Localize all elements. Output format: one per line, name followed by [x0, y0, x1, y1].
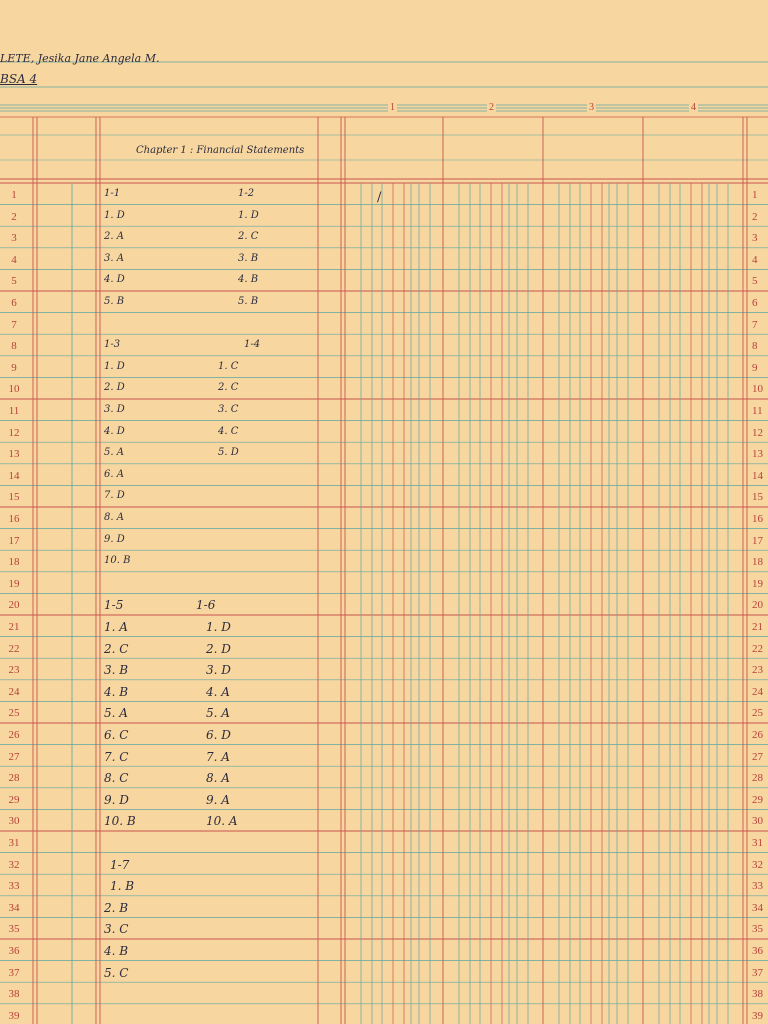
row-number-right: 27	[752, 750, 763, 763]
student-name: LETE, Jesika Jane Angela M.	[0, 52, 160, 65]
row-number-left: 31	[8, 837, 20, 849]
row-number-left: 6	[11, 297, 17, 309]
answer-left: 1. A	[104, 620, 128, 634]
answer-left: 1-1	[104, 188, 121, 199]
answer-right: 1-2	[238, 188, 255, 199]
answer-left: 5. B	[104, 296, 125, 307]
row-number-right: 39	[752, 1009, 763, 1022]
row-number-right: 18	[752, 556, 763, 569]
row-number-right: 22	[752, 642, 763, 655]
row-number-left: 27	[8, 750, 20, 763]
answer-left: 1-7	[110, 857, 130, 872]
answer-right: 3. D	[206, 663, 231, 678]
row-number-right: 23	[752, 664, 763, 677]
column-number: 4	[691, 102, 696, 113]
row-number-right: 33	[752, 880, 763, 893]
answer-left: 4. D	[104, 274, 125, 286]
row-number-left: 29	[8, 793, 20, 806]
row-number-left: 12	[8, 426, 20, 439]
row-number-right: 12	[752, 426, 763, 439]
row-number-right: 17	[752, 534, 763, 547]
answer-right: 8. A	[206, 771, 230, 786]
column-number: 1	[390, 102, 395, 113]
answer-right: 1. C	[218, 360, 239, 372]
answer-left: 10. B	[104, 814, 136, 829]
tick-mark: /	[377, 190, 382, 205]
row-number-right: 25	[752, 707, 763, 720]
answer-left: 3. B	[104, 663, 129, 678]
answer-left: 7. C	[104, 749, 129, 764]
answer-left: 10. B	[104, 555, 131, 567]
answer-right: 2. D	[206, 641, 231, 656]
row-number-left: 35	[8, 923, 20, 936]
row-number-left: 28	[8, 772, 20, 785]
answer-left: 2. A	[104, 231, 124, 243]
row-number-right: 37	[752, 966, 763, 979]
row-number-left: 24	[8, 685, 20, 698]
section-label: BSA 4	[0, 72, 38, 86]
row-number-left: 20	[8, 599, 20, 612]
answer-left: 5. A	[104, 706, 128, 721]
row-number-left: 11	[8, 405, 20, 417]
answer-left: 5. C	[104, 965, 129, 980]
row-number-right: 21	[752, 621, 763, 633]
answer-left: 4. B	[104, 684, 129, 699]
answer-left: 2. B	[104, 900, 129, 915]
answer-left: 1. B	[110, 879, 135, 894]
answer-right: 3. C	[218, 404, 239, 415]
answer-right: 3. B	[238, 252, 259, 264]
answer-left: 8. C	[104, 771, 129, 786]
row-number-left: 21	[8, 621, 20, 633]
answer-right: 5. B	[238, 296, 259, 307]
row-number-right: 38	[752, 988, 763, 1001]
row-number-right: 5	[752, 275, 758, 288]
row-number-right: 16	[752, 513, 763, 525]
column-number: 2	[489, 102, 494, 113]
row-number-right: 28	[752, 772, 763, 785]
row-number-left: 19	[8, 577, 20, 590]
answer-left: 4. B	[104, 944, 129, 958]
answer-left: 1-3	[104, 339, 121, 351]
answer-right: 10. A	[206, 814, 238, 829]
row-number-right: 1	[752, 189, 758, 201]
row-number-right: 19	[752, 577, 763, 590]
row-number-right: 6	[752, 297, 758, 309]
answer-left: 6. C	[104, 728, 129, 742]
row-number-right: 36	[752, 945, 763, 957]
row-number-right: 4	[752, 253, 758, 266]
answer-left: 2. D	[104, 382, 125, 394]
answer-right: 6. D	[206, 728, 231, 742]
answer-left: 6. A	[104, 468, 124, 480]
answer-right: 9. A	[206, 792, 230, 807]
row-number-right: 30	[752, 815, 763, 828]
answer-left: 7. D	[104, 490, 125, 502]
row-number-left: 13	[8, 448, 20, 461]
row-number-left: 32	[8, 858, 20, 871]
row-number-left: 3	[11, 232, 17, 245]
column-number: 3	[589, 102, 594, 113]
answer-left: 9. D	[104, 792, 129, 807]
row-number-left: 17	[8, 534, 20, 547]
row-number-right: 13	[752, 448, 763, 461]
row-number-right: 8	[752, 340, 758, 353]
answer-right: 5. A	[206, 706, 230, 721]
row-number-right: 3	[752, 232, 758, 245]
answer-left: 3. C	[104, 922, 129, 937]
answer-left: 8. A	[104, 512, 124, 523]
row-number-right: 15	[752, 491, 763, 504]
row-number-left: 22	[8, 642, 20, 655]
answer-left: 1. D	[104, 209, 125, 221]
answer-right: 4. A	[206, 684, 230, 699]
row-number-left: 16	[8, 513, 20, 525]
row-number-left: 18	[8, 556, 20, 569]
row-number-left: 23	[8, 664, 20, 677]
row-number-right: 14	[752, 469, 763, 482]
answer-right: 1. D	[206, 620, 231, 634]
row-number-left: 5	[11, 275, 17, 288]
row-number-left: 25	[8, 707, 20, 720]
row-number-left: 10	[8, 383, 20, 396]
row-number-left: 2	[11, 210, 17, 223]
row-number-left: 1	[11, 189, 17, 201]
row-number-left: 26	[8, 729, 20, 741]
row-number-left: 36	[8, 945, 20, 957]
answer-right: 1. D	[238, 209, 259, 221]
row-number-left: 9	[11, 361, 17, 374]
row-number-right: 35	[752, 923, 763, 936]
row-number-left: 7	[11, 318, 17, 331]
answer-right: 5. D	[218, 447, 239, 459]
row-number-right: 10	[752, 383, 763, 396]
row-number-left: 33	[8, 880, 20, 893]
answer-left: 9. D	[104, 533, 125, 545]
row-number-left: 37	[8, 966, 20, 979]
row-number-left: 14	[8, 469, 20, 482]
answer-right: 2. C	[238, 231, 259, 243]
answer-left: 1-5	[104, 598, 124, 613]
row-number-left: 30	[8, 815, 20, 828]
row-number-right: 20	[752, 599, 763, 612]
answer-right: 1-4	[244, 339, 261, 351]
answer-left: 2. C	[104, 641, 129, 656]
answer-right: 2. C	[218, 382, 239, 394]
row-number-left: 34	[8, 901, 20, 914]
row-number-left: 39	[8, 1009, 20, 1022]
row-number-right: 24	[752, 685, 763, 698]
row-number-left: 38	[8, 988, 20, 1001]
answer-left: 5. A	[104, 447, 124, 459]
answer-left: 3. D	[104, 404, 125, 415]
answer-right: 4. C	[218, 425, 239, 437]
row-number-right: 7	[752, 318, 758, 331]
row-number-left: 15	[8, 491, 20, 504]
answer-right: 7. A	[206, 749, 230, 764]
row-number-right: 31	[752, 837, 763, 849]
row-number-right: 34	[752, 901, 763, 914]
row-number-right: 26	[752, 729, 763, 741]
row-number-right: 11	[752, 405, 763, 417]
answer-left: 4. D	[104, 425, 125, 437]
row-number-right: 2	[752, 210, 758, 223]
row-number-right: 9	[752, 361, 758, 374]
answer-right: 1-6	[196, 598, 216, 613]
row-number-left: 4	[11, 253, 17, 266]
row-number-left: 8	[11, 340, 17, 353]
answer-right: 4. B	[238, 274, 259, 286]
answer-left: 1. D	[104, 360, 125, 372]
row-number-right: 32	[752, 858, 763, 871]
page-title: Chapter 1 : Financial Statements	[136, 145, 305, 156]
answer-left: 3. A	[104, 252, 124, 264]
row-number-right: 29	[752, 793, 763, 806]
